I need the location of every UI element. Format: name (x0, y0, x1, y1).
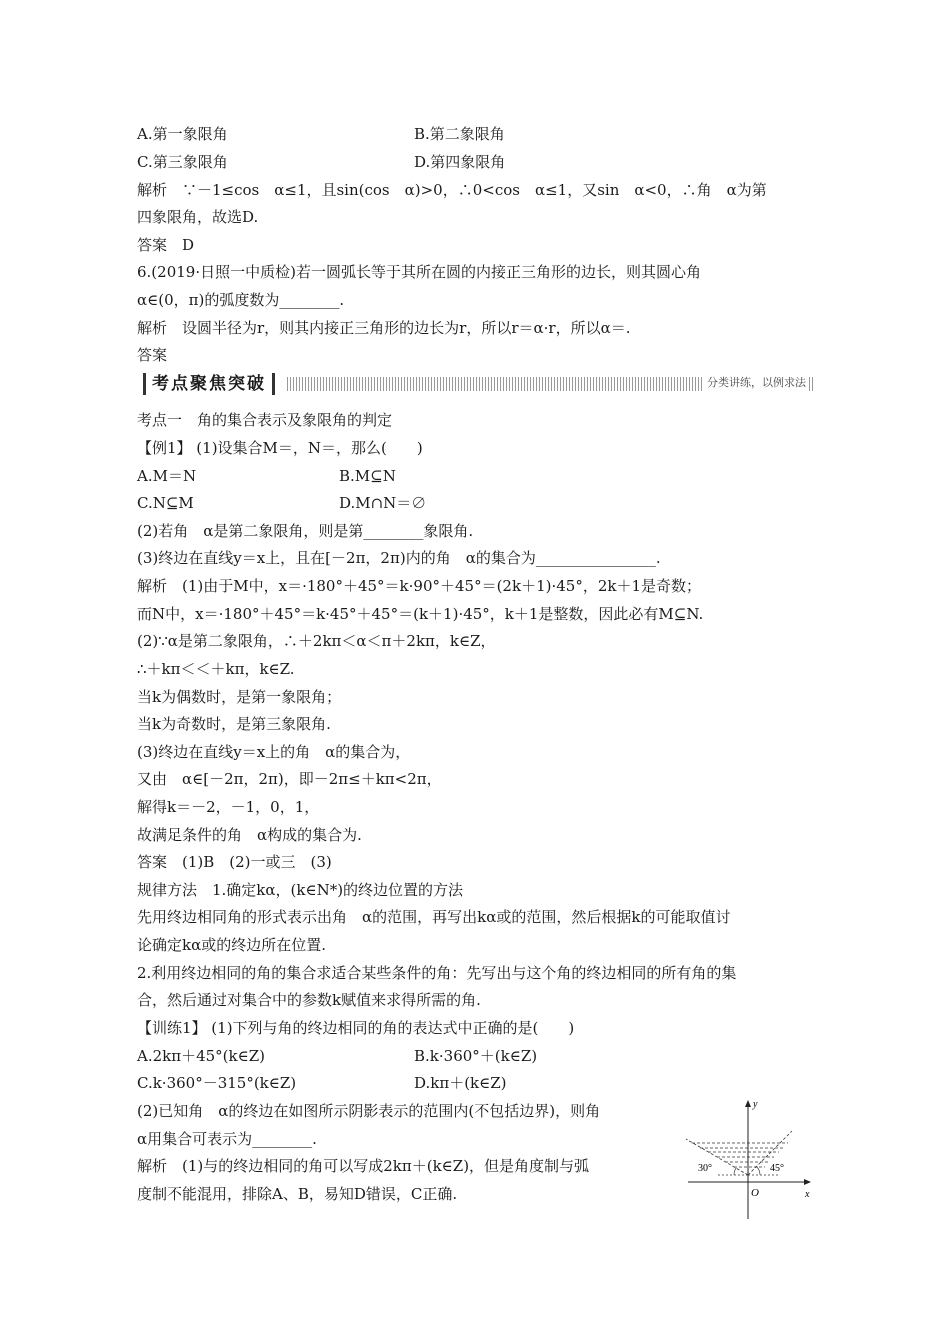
option-right: B.k·360°＋(k∈Z) (414, 1047, 538, 1065)
text-line: 考点一 角的集合表示及象限角的判定 (137, 411, 393, 429)
banner-subtitle: 分类讲练，以例求法 (704, 375, 809, 391)
arc-left (734, 1168, 736, 1175)
text-line: (2)∵α是第二象限角，∴＋2kπ＜α＜π＋2kπ，k∈Z， (137, 632, 496, 650)
option-middle: B.M⊆N (339, 467, 396, 485)
text-line: (2)若角 α是第二象限角，则是第________象限角. (137, 522, 474, 540)
y-axis-arrow (745, 1100, 751, 1107)
left-angle-label: 30° (698, 1163, 712, 1174)
text-line: 规律方法 1.确定kα，(k∈N*)的终边位置的方法 (137, 881, 464, 899)
angle-region-figure (680, 1097, 815, 1222)
text-line: 而N中，x＝·180°＋45°＝k·45°＋45°＝(k＋1)·45°，k＋1是整数，因此必有M⊆N. (137, 605, 704, 623)
text-line: 6.(2019·日照一中质检)若一圆弧长等于其所在圆的内接正三角形的边长，则其圆心角 (137, 263, 701, 281)
text-line: 【例1】 (1)设集合M＝，N＝，那么( ) (137, 439, 423, 457)
text-line: 答案 (137, 346, 168, 364)
text-line: 又由 α∈[－2π，2π)，即－2π≤＋kπ<2π， (137, 770, 442, 788)
text-line: 度制不能混用，排除A、B，易知D错误，C正确. (137, 1185, 458, 1203)
option-middle: D.M∩N＝∅ (339, 494, 427, 512)
text-line: C.N⊆M (137, 494, 194, 512)
text-line: α∈(0，π)的弧度数为________. (137, 291, 345, 309)
text-line: (3)终边在直线y＝x上的角 α的集合为， (137, 743, 411, 761)
text-line: A.M＝N (137, 467, 197, 485)
x-label: x (805, 1189, 810, 1200)
text-line: 解析 (1)与的终边相同的角可以写成2kπ＋(k∈Z)，但是角度制与弧 (137, 1157, 590, 1175)
text-line: 答案 D (137, 236, 195, 254)
text-line: (3)终边在直线y＝x上，且在[－2π，2π)内的角 α的集合为________________. (137, 549, 661, 567)
option-right: B.第二象限角 (414, 125, 505, 143)
y-label: y (753, 1099, 758, 1110)
text-line: 当k为奇数时，是第三象限角. (137, 715, 331, 733)
banner-title: 考点聚焦突破 (143, 373, 275, 395)
text-line: 解析 设圆半径为r，则其内接正三角形的边长为r，所以r＝α·r，所以α＝. (137, 319, 631, 337)
option-right: D.kπ＋(k∈Z) (414, 1074, 507, 1092)
text-line: 答案 (1)B (2)一或三 (3) (137, 853, 332, 871)
text-line: 先用终边相同角的形式表示出角 α的范围，再写出kα或的范围，然后根据k的可能取值讨 (137, 908, 731, 926)
text-line: 合，然后通过对集合中的参数k赋值来求得所需的角. (137, 991, 481, 1009)
text-line: 解析 ∵－1≤cos α≤1，且sin(cos α)>0，∴0<cos α≤1，又sin α<0，∴角 α为第 (137, 181, 767, 199)
right-angle-label: 45° (770, 1163, 784, 1174)
text-line: 四象限角，故选D. (137, 208, 259, 226)
text-line: 2.利用终边相同的角的集合求适合某些条件的角：先写出与这个角的终边相同的所有角的集 (137, 964, 737, 982)
text-line: 当k为偶数时，是第一象限角； (137, 688, 342, 706)
section-banner (137, 371, 813, 397)
text-line: 解得k＝－2，－1，0，1， (137, 798, 320, 816)
option-right: D.第四象限角 (414, 153, 506, 171)
arc-right (757, 1167, 760, 1175)
text-line: C.第三象限角 (137, 153, 228, 171)
text-line: A.第一象限角 (137, 125, 228, 143)
text-line: 故满足条件的角 α构成的集合为. (137, 826, 362, 844)
origin-label: O (751, 1187, 759, 1199)
text-line: 论确定kα或的终边所在位置. (137, 936, 326, 954)
text-line: (2)已知角 α的终边在如图所示阴影表示的范围内(不包括边界)，则角 (137, 1102, 601, 1120)
text-line: A.2kπ＋45°(k∈Z) (137, 1047, 265, 1065)
text-line: α用集合可表示为________. (137, 1130, 317, 1148)
x-axis-arrow (804, 1179, 811, 1185)
text-line: C.k·360°－315°(k∈Z) (137, 1074, 297, 1092)
text-line: 解析 (1)由于M中，x＝·180°＋45°＝k·90°＋45°＝(2k＋1)·45°，2k＋1是奇数； (137, 577, 701, 595)
text-line: ∴＋kπ＜＜＋kπ，k∈Z. (137, 660, 295, 678)
text-line: 【训练1】 (1)下列与角的终边相同的角的表达式中正确的是( ) (137, 1019, 575, 1037)
